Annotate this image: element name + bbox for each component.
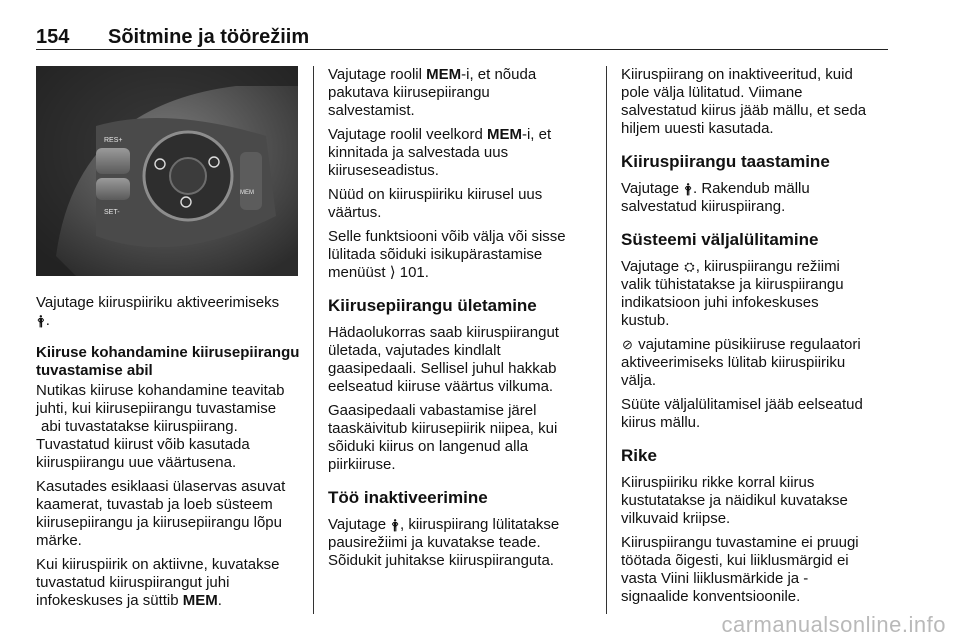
column-divider — [606, 66, 607, 614]
section-heading: Süsteemi väljalülitamine — [621, 230, 819, 249]
paragraph: Vajutage roolil veelkord MEM-i, et kinnitada ja salvestada uus kiiruseseadistus. — [328, 126, 552, 179]
paragraph: Vajutage 🛉, kiiruspiirang lülitatakse pausirežiimi ja kuvatakse teade. Sõidukit juhitakse kiiruspiiranguta. — [328, 516, 560, 569]
column-2 — [328, 66, 598, 576]
paragraph: Vajutage kiiruspiiriku aktiveerimiseks 🛉. — [36, 294, 280, 329]
paragraph: Hädaolukorras saab kiiruspiirangut ületada, vajutades kindlalt gaasipedaali. Sellisel juhul hakkab eelseatud kiiruse väärtus vilkuma. — [328, 324, 559, 395]
paragraph: Vajutage 🛉. Rakendub mällu salvestatud kiiruspiirang. — [621, 180, 810, 215]
paragraph: Kiiruspiiriku rikke korral kiirus kustutatakse ja näidikul kuvatakse vilkuvaid kriipse. — [621, 474, 848, 527]
paragraph: Nüüd on kiiruspiiriku kiirusel uus väärtus. — [328, 186, 543, 221]
subheading: Kiiruse kohandamine kiirusepiirangu tuvastamise abil — [36, 344, 300, 379]
set-label: SET- — [104, 209, 120, 216]
column-3 — [621, 66, 891, 612]
section-heading: Kiirusepiirangu ületamine — [328, 296, 537, 315]
page-title: Sõitmine ja töörežiim — [108, 26, 310, 48]
paragraph: Süüte väljalülitamisel jääb eelseatud kiirus mällu. — [621, 396, 863, 431]
paragraph: Gaasipedaali vabastamise järel taaskäivitub kiirusepiirik niipea, kui sõiduki kiirus on langenud alla piirkiiruse. — [328, 402, 558, 473]
paragraph: Vajutage ⛭, kiiruspiirangu režiimi valik tühistatakse ja kiiruspiirangu indikatsioon juhi infokeskuses kustub. — [621, 258, 844, 329]
section-heading: Töö inaktiveerimine — [328, 488, 488, 507]
page-reference-arrow: ⟩ — [389, 264, 396, 281]
steering-wheel-photo — [36, 66, 298, 276]
paragraph: Nutikas kiiruse kohandamine teavitab juhti, kui kiirusepiirangu tuvastamise abi tuvastatakse kiiruspiirang. Tuvastatud kiirust võib kasutada kiiruspiirangu uue väärtusena. — [36, 382, 285, 471]
mem-label: MEM — [240, 190, 254, 196]
header-rule — [36, 49, 888, 50]
page-header — [36, 26, 888, 50]
paragraph: Selle funktsiooni võib välja või sisse lülitada sõiduki isikupärastamise menüüst ⟩ 101. — [328, 228, 566, 281]
watermark: carmanualsonline.info — [721, 612, 946, 637]
paragraph: ⊘ vajutamine püsikiiruse regulaatori aktiveerimiseks lülitab kiiruspiiriku välja. — [621, 336, 861, 389]
paragraph: Kiiruspiirangu tuvastamine ei pruugi töötada õigesti, kui liiklusmärgid ei vasta Viini liiklusmärkide ja - signaalide konventsioonile. — [621, 534, 859, 605]
paragraph: Kasutades esiklaasi ülaservas asuvat kaamerat, tuvastab ja loeb süsteem kiirusepiirangu ja kiirusepiirangu lõpu märke. — [36, 478, 286, 549]
res-label: RES+ — [104, 137, 123, 144]
mem-keyword: MEM — [182, 592, 218, 609]
column-divider — [313, 66, 314, 614]
paragraph: Vajutage roolil MEM-i, et nõuda pakutava kiirusepiirangu salvestamist. — [328, 66, 537, 119]
paragraph: Kiiruspiirang on inaktiveeritud, kuid pole välja lülitatud. Viimane salvestatud kiirus jääb mällu, et seda hiljem uuesti kasutada. — [621, 66, 867, 137]
page-number: 154 — [36, 26, 70, 48]
cruise-icon: 🛉 — [684, 181, 692, 196]
paragraph: Kui kiiruspiirik on aktiivne, kuvatakse tuvastatud kiiruspiirangut juhi infokeskuses ja süttib MEM. — [36, 556, 280, 609]
limiter-icon: ⊘ — [622, 337, 633, 352]
cruise-icon: 🛉 — [391, 517, 399, 532]
section-heading: Kiiruspiirangu taastamine — [621, 152, 830, 171]
section-heading: Rike — [621, 446, 657, 465]
cruise-off-icon: ⛭ — [684, 259, 695, 274]
cruise-icon: 🛉 — [37, 313, 45, 328]
column-1 — [36, 66, 300, 616]
